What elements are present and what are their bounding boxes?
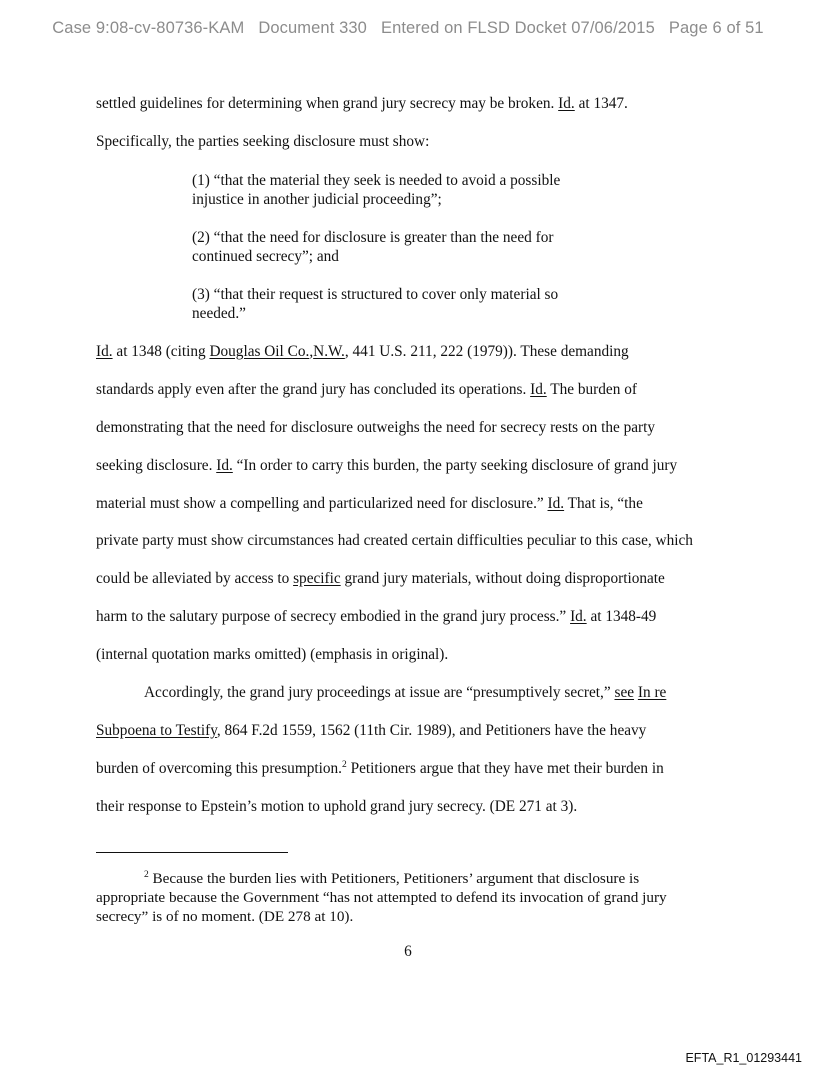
body-line: seeking disclosure. Id. “In order to carry this burden, the party seeking disclosure of grand jury (96, 457, 678, 474)
page-number: 6 (404, 943, 412, 960)
body-line: burden of overcoming this presumption.$^2$ Petitioners argue that they have met their burden in (96, 759, 664, 777)
docket-header (0, 19, 816, 38)
block-quote-line: (3) “that their request is structured to cover only material so (192, 286, 559, 303)
block-quote-line: continued secrecy”; and (192, 248, 339, 265)
block-quote-line: needed.” (192, 305, 246, 322)
body-line: private party must show circumstances had created certain difficulties peculiar to this case, which (96, 532, 693, 549)
body-line: Subpoena to Testify, 864 F.2d 1559, 1562 (11th Cir. 1989), and Petitioners have the heavy (96, 722, 647, 739)
footnote-divider (96, 852, 288, 853)
document-number: Document 330 (258, 19, 367, 37)
footnote-line: secrecy” is of no moment. (DE 278 at 10). (96, 908, 354, 925)
body-line: demonstrating that the need for disclosure outweighs the need for secrecy rests on the party (96, 419, 656, 436)
document-id-stamp: EFTA_R1_01293441 (685, 1051, 802, 1065)
footnote-reference: 2 (341, 759, 347, 770)
block-quote-line: (1) “that the material they seek is needed to avoid a possible (192, 172, 561, 189)
body-line: harm to the salutary purpose of secrecy embodied in the grand jury process.” Id. at 1348-49 (96, 608, 657, 625)
page-count: Page 6 of 51 (668, 19, 764, 37)
body-line: material must show a compelling and particularized need for disclosure.” Id. That is, “the (96, 495, 643, 512)
entered-date: Entered on FLSD Docket 07/06/2015 (380, 19, 655, 37)
body-line: settled guidelines for determining when grand jury secrecy may be broken. Id. at 1347. (96, 95, 628, 112)
block-quote-line: injustice in another judicial proceeding”; (192, 191, 442, 208)
block-quote-line: (2) “that the need for disclosure is greater than the need for (192, 229, 554, 246)
body-line: could be alleviated by access to specific grand jury materials, without doing disproportionate (96, 570, 665, 587)
footnote-number: 2 (144, 869, 149, 880)
footnote-line: appropriate because the Government “has not attempted to defend its invocation of grand jury (96, 889, 667, 906)
body-line: Id. at 1348 (citing Douglas Oil Co.,N.W., 441 U.S. 211, 222 (1979)). These demanding (96, 343, 629, 360)
body-line: standards apply even after the grand jury has concluded its operations. Id. The burden of (96, 381, 637, 398)
body-line: Specifically, the parties seeking disclosure must show: (96, 133, 430, 150)
body-line: their response to Epstein’s motion to uphold grand jury secrecy. (DE 271 at 3). (96, 798, 578, 815)
body-line: (internal quotation marks omitted) (emphasis in original). (96, 646, 449, 663)
case-number: Case 9:08-cv-80736-KAM (52, 19, 245, 37)
body-line: Accordingly, the grand jury proceedings at issue are “presumptively secret,” see In re (144, 684, 667, 701)
footnote-line: $^2$ Because the burden lies with Petitioners, Petitioners’ argument that disclosure is (144, 869, 640, 887)
